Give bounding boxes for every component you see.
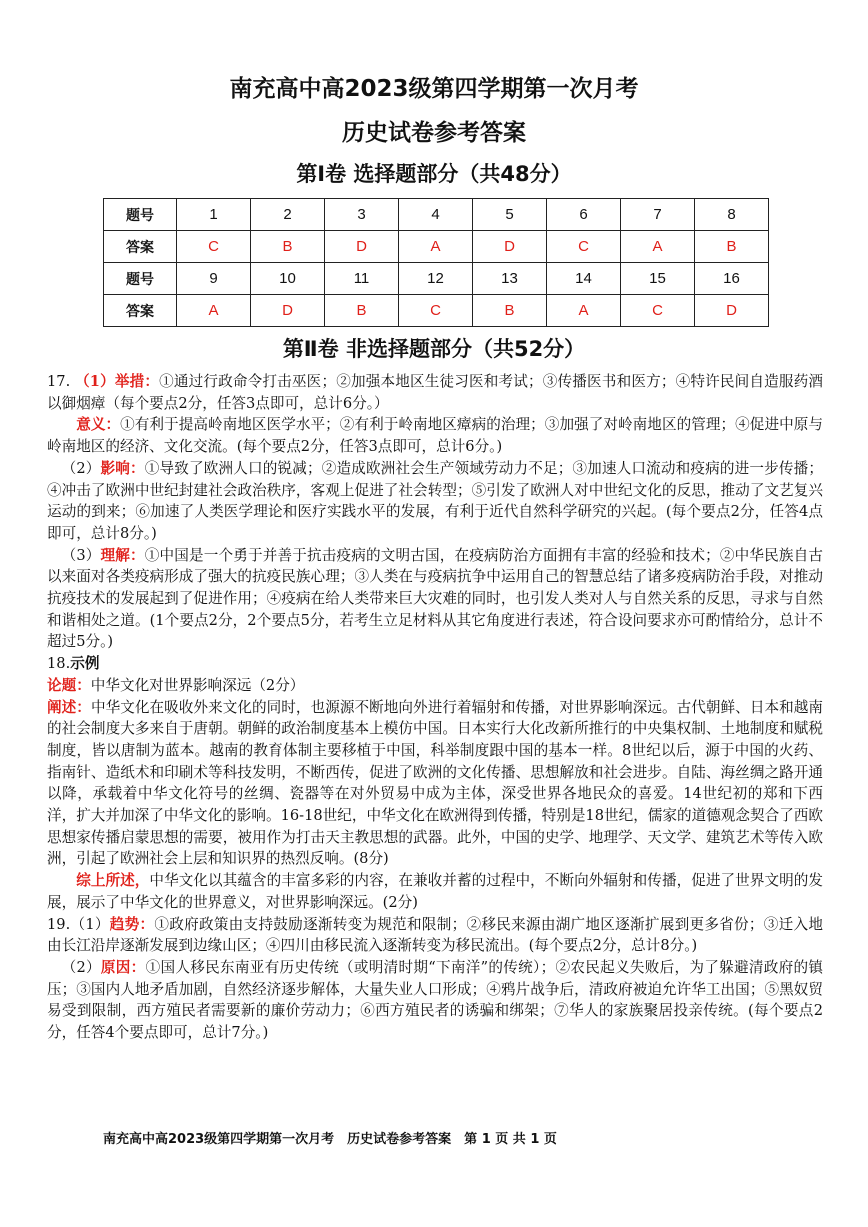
question-number: 19.（1） [47,915,110,933]
question-number-cell: 3 [325,199,399,231]
question-number-cell: 1 [177,199,251,231]
example-label: 示例 [70,655,100,673]
question-number-cell: 11 [325,263,399,295]
q17-understanding-text: ①中国是一个勇于并善于抗击疫病的文明古国，在疫病防治方面拥有丰富的经验和技术；②中华民族自古以来面对各类疫病形成了强大的抗疫民族心理；③人类在与疫病抗争中运用自己的智慧总结了诸多疫病防治手段，对推动抗疫技术的发展起到了促进作用；④疫病在给人类带来巨大灾难的同时，也引发人类对人与自然关系的反思，寻求与自然和谐相处之道。(1个要点2分，2个要点5分，若考生立足材料从其它角度进行表述，符合设问要求亦可酌情给分，总计不超过5分。) [47,546,823,651]
question-number-cell: 2 [251,199,325,231]
question-number-cell: 12 [399,263,473,295]
q17-significance [47,414,823,457]
row-label: 答案 [104,295,177,327]
answer-row [104,295,769,327]
label-exposition: 阐述： [47,698,91,716]
answer-cell: A [621,231,695,263]
section-2-heading: 第Ⅱ卷 非选择题部分（共52分） [282,337,586,361]
label-understanding: 理解： [100,546,145,564]
q17-significance-text: ①有利于提高岭南地区医学水平；②有利于岭南地区瘴病的治理；③加强了对岭南地区的管理；④促进中原与岭南地区的经济、文化交流。(每个要点2分，任答3点即可，总计6分。) [47,416,823,456]
answer-cell: A [547,295,621,327]
answer-cell: C [547,231,621,263]
question-number-cell: 7 [621,199,695,231]
question-number-cell: 10 [251,263,325,295]
label-trend: 趋势： [109,915,155,933]
answer-cell: A [177,295,251,327]
answer-cell: C [399,295,473,327]
question-number-row [104,199,769,231]
answer-cell: D [325,231,399,263]
row-label: 题号 [104,263,177,295]
question-number-cell: 9 [177,263,251,295]
document-title: 南充高中高2023级第四学期第一次月考 [229,76,639,102]
question-number-cell: 14 [547,263,621,295]
label-significance: 意义： [76,416,121,434]
q17-impact [47,458,823,545]
question-number-cell: 15 [621,263,695,295]
answer-cell: D [251,295,325,327]
q19-reasons-text: ①国人移民东南亚有历史传统（或明清时期“下南洋”的传统）；②农民起义失败后，为了躲避清政府的镇压；③国内人地矛盾加剧，自然经济逐步解体，大量失业人口形成；④鸦片战争后，清政府被迫允许华工出国；⑤黑奴贸易受到限制，西方殖民者需要新的廉价劳动力；⑥西方殖民者的诱骗和绑架；⑦华人的家族聚居投亲传统。(每个要点2分，任答4个要点即可，总计7分。) [47,958,823,1042]
row-label: 答案 [104,231,177,263]
answer-cell: D [695,295,769,327]
answer-table [103,198,769,327]
answer-cell: B [473,295,547,327]
q18-conclusion [47,870,823,913]
q18-topic-text: 中华文化对世界影响深远（2分） [90,676,305,694]
page-footer: 南充高中高2023级第四学期第一次月考 历史试卷参考答案 第 1 页 共 1 页 [103,1132,557,1147]
row-label: 题号 [104,199,177,231]
question-number-cell: 6 [547,199,621,231]
question-number-row [104,263,769,295]
question-number-cell: 8 [695,199,769,231]
question-number-cell: 4 [399,199,473,231]
q18-heading [47,653,823,675]
q18-exposition [47,697,823,871]
q19-trend [47,914,823,957]
section-1-heading: 第Ⅰ卷 选择题部分（共48分） [296,162,572,186]
q18-topic [47,675,823,697]
q17-measures-text: ①通过行政命令打击巫医；②加强本地区生徒习医和考试；③传播医书和医方；④特许民间自造服药酒以御烟瘴（每个要点2分，任答3点即可，总计6分。） [47,373,823,412]
label-impact: 影响： [100,459,145,477]
document-subtitle: 历史试卷参考答案 [342,120,526,146]
answer-row [104,231,769,263]
q17-impact-text: ①导致了欧洲人口的锐减；②造成欧洲社会生产领域劳动力不足；③加速人口流动和疫病的进一步传播；④冲击了欧洲中世纪封建社会政治秩序，客观上促进了社会转型；⑤引发了欧洲人对中世纪文化的反思，推动了文艺复兴运动的到来；⑥加速了人类医学理论和医疗实践水平的发展，有利于近代自然科学研究的兴起。(每个要点2分，任答4点即可，总计8分。) [47,459,823,542]
sub-number: （3） [61,546,101,564]
label-measures: （1）举措： [75,373,160,390]
q19-trend-text: ①政府政策由支持鼓励逐渐转变为规范和限制；②移民来源由湖广地区逐渐扩展到更多省份；③迁入地由长江沿岸逐渐发展到边缘山区；④四川由移民流入逐渐转变为移民流出。(每个要点2分，总计8分。) [47,915,823,955]
question-number-cell: 13 [473,263,547,295]
q17-understanding [47,545,823,654]
answer-cell: C [621,295,695,327]
answer-cell: A [399,231,473,263]
answer-cell: C [177,231,251,263]
answer-cell: B [251,231,325,263]
answer-body [47,371,823,1044]
label-topic: 论题： [47,676,91,694]
answer-cell: B [695,231,769,263]
sub-number: （2） [61,958,101,976]
answer-cell: D [473,231,547,263]
label-reasons: 原因： [100,958,146,976]
question-number: 18. [47,655,71,673]
answer-cell: B [325,295,399,327]
sub-number: （2） [61,459,101,477]
q17-measures [47,371,823,414]
question-number: 17. [47,373,76,390]
label-conclusion: 综上所述， [76,872,150,890]
question-number-cell: 5 [473,199,547,231]
question-number-cell: 16 [695,263,769,295]
q19-reasons [47,957,823,1044]
q18-conclusion-text: 中华文化以其蕴含的丰富多彩的内容，在兼收并蓄的过程中，不断向外辐射和传播，促进了世界文明的发展，展示了中华文化的世界意义，对世界影响深远。(2分) [47,872,823,911]
q18-exposition-text: 中华文化在吸收外来文化的同时，也源源不断地向外进行着辐射和传播，对世界影响深远。古代朝鲜、日本和越南的社会制度大多来自于唐朝。朝鲜的政治制度基本上模仿中国。日本实行大化改新所推行的中央集权制、土地制度和赋税制度，皆以唐制为蓝本。越南的教育体制主要移植于中国，科举制度跟中国的基本一样。8世纪以后，源于中国的火药、指南针、造纸术和印刷术等科技发明，不断西传，促进了欧洲的文化传播、思想解放和社会进步。自陆、海丝绸之路开通以降，承载着中华文化符号的丝绸、瓷器等在对外贸易中成为主体，深受世界各地民众的喜爱。14世纪初的郑和下西洋，扩大并加深了中华文化的影响。16-18世纪，中华文化在欧洲得到传播，特别是18世纪，儒家的道德观念契合了西欧思想家传播启蒙思想的需要，被用作为打击天主教思想的武器。此外，中国的史学、地理学、天文学、建筑艺术等传入欧洲，引起了欧洲社会上层和知识界的热烈反响。(8分) [47,698,823,868]
